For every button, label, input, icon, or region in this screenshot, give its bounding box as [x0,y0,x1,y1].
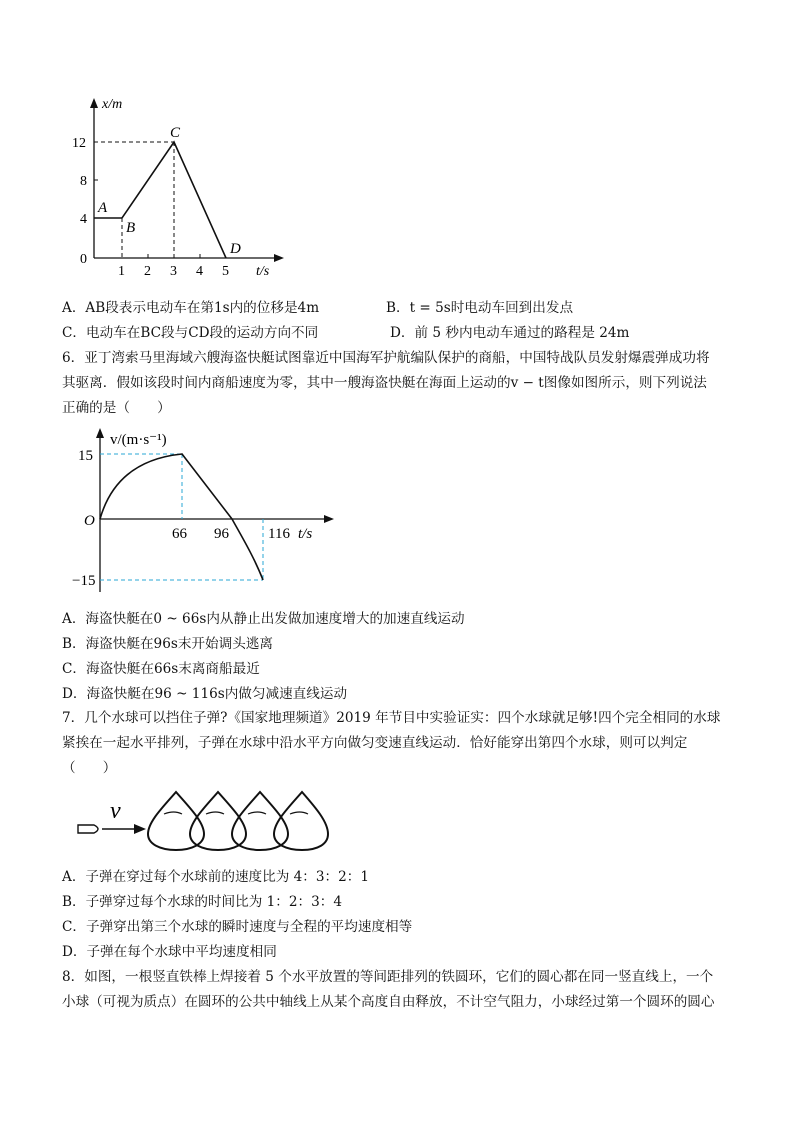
q6-x-tick-96: 96 [214,526,229,542]
q5-x-tick-2: 2 [144,264,151,279]
q5-option-b: B．t = 5s时电动车回到出发点 [386,300,574,316]
q5-xt-graph [60,90,300,285]
q5-x-tick-4: 4 [196,264,203,279]
q5-y-axis-label: x/m [102,97,123,112]
q5-point-a: A [98,200,108,216]
q6-stem-line-2: 其驱离．假如该段时间内商船速度为零，其中一艘海盗快艇在海面上运动的v − t图像如图所示，则下列说法 [62,375,707,391]
q5-x-axis-label: t/s [256,264,270,279]
q5-point-c: C [170,125,181,141]
q5-x-tick-3: 3 [170,264,177,279]
q6-y-tick-neg15: −15 [72,573,96,589]
q5-x-tick-5: 5 [222,264,229,279]
q6-vt-graph [60,422,350,600]
bullet-icon [78,825,98,833]
q7-stem-line-2: 紧挨在一起水平排列，子弹在水球中沿水平方向做匀变速直线运动．恰好能穿出第四个水球，则可以判定 [62,735,688,751]
q7-option-a: A．子弹在穿过每个水球前的速度比为 4：3：2：1 [62,869,370,885]
q6-x-tick-116: 116 [268,526,290,542]
q7-option-c: C．子弹穿出第三个水球的瞬时速度与全程的平均速度相等 [62,919,413,935]
q6-y-axis-label: v/(m·s⁻¹) [110,432,167,448]
water-ball-2 [190,792,246,850]
q5-y-tick-4: 4 [80,212,87,227]
q5-option-a: A．AB段表示电动车在第1s内的位移是4m [62,300,320,316]
q6-y-tick-15: 15 [78,448,93,464]
q6-option-c: C．海盗快艇在66s末离商船最近 [62,661,260,677]
q5-option-d: D．前 5 秒内电动车通过的路程是 24m [390,325,630,341]
q6-x-axis-label: t/s [298,526,313,542]
q5-x-tick-1: 1 [118,264,125,279]
q8-stem-line-1: 8．如图，一根竖直铁棒上焊接着 5 个水平放置的等间距排列的铁圆环，它们的圆心都在同一竖直线上，一个 [62,969,714,985]
q7-stem-line-3: （ ） [62,760,117,776]
q6-option-b: B．海盗快艇在96s末开始调头逃离 [62,636,273,652]
q5-y-tick-0: 0 [80,252,87,267]
q6-origin-label: O [84,513,95,529]
q7-option-d: D．子弹在每个水球中平均速度相同 [62,944,277,960]
water-ball-4 [274,792,328,850]
q8-stem-line-2: 小球（可视为质点）在圆环的公共中轴线上从某个高度自由释放，不计空气阻力，小球经过第一个圆环的圆心 [62,994,715,1010]
q6-stem-line-3: 正确的是（ ） [62,400,171,416]
q7-velocity-label: v [110,798,121,824]
q7-stem-line-1: 7．几个水球可以挡住子弹?《国家地理频道》2019 年节目中实验证实：四个水球就足够!四个完全相同的水球 [62,710,721,726]
water-ball-3 [232,792,288,850]
water-ball-1 [148,792,204,850]
q6-stem-line-1: 6．亚丁湾索马里海域六艘海盗快艇试图靠近中国海军护航编队保护的商船，中国特战队员发射爆震弹成功将 [62,350,710,366]
q5-point-d: D [230,241,241,257]
q6-option-d: D．海盗快艇在96 ~ 116s内做匀减速直线运动 [62,686,348,702]
q6-option-a: A．海盗快艇在0 ~ 66s内从静止出发做加速度增大的加速直线运动 [62,611,465,627]
q5-y-tick-12: 12 [72,136,86,151]
q5-point-b: B [126,220,136,236]
q7-water-ball-figure [70,784,330,854]
q6-x-tick-66: 66 [172,526,187,542]
q5-option-c: C．电动车在BC段与CD段的运动方向不同 [62,325,319,341]
q5-y-tick-8: 8 [80,174,87,189]
q7-option-b: B．子弹穿过每个水球的时间比为 1：2：3：4 [62,894,342,910]
